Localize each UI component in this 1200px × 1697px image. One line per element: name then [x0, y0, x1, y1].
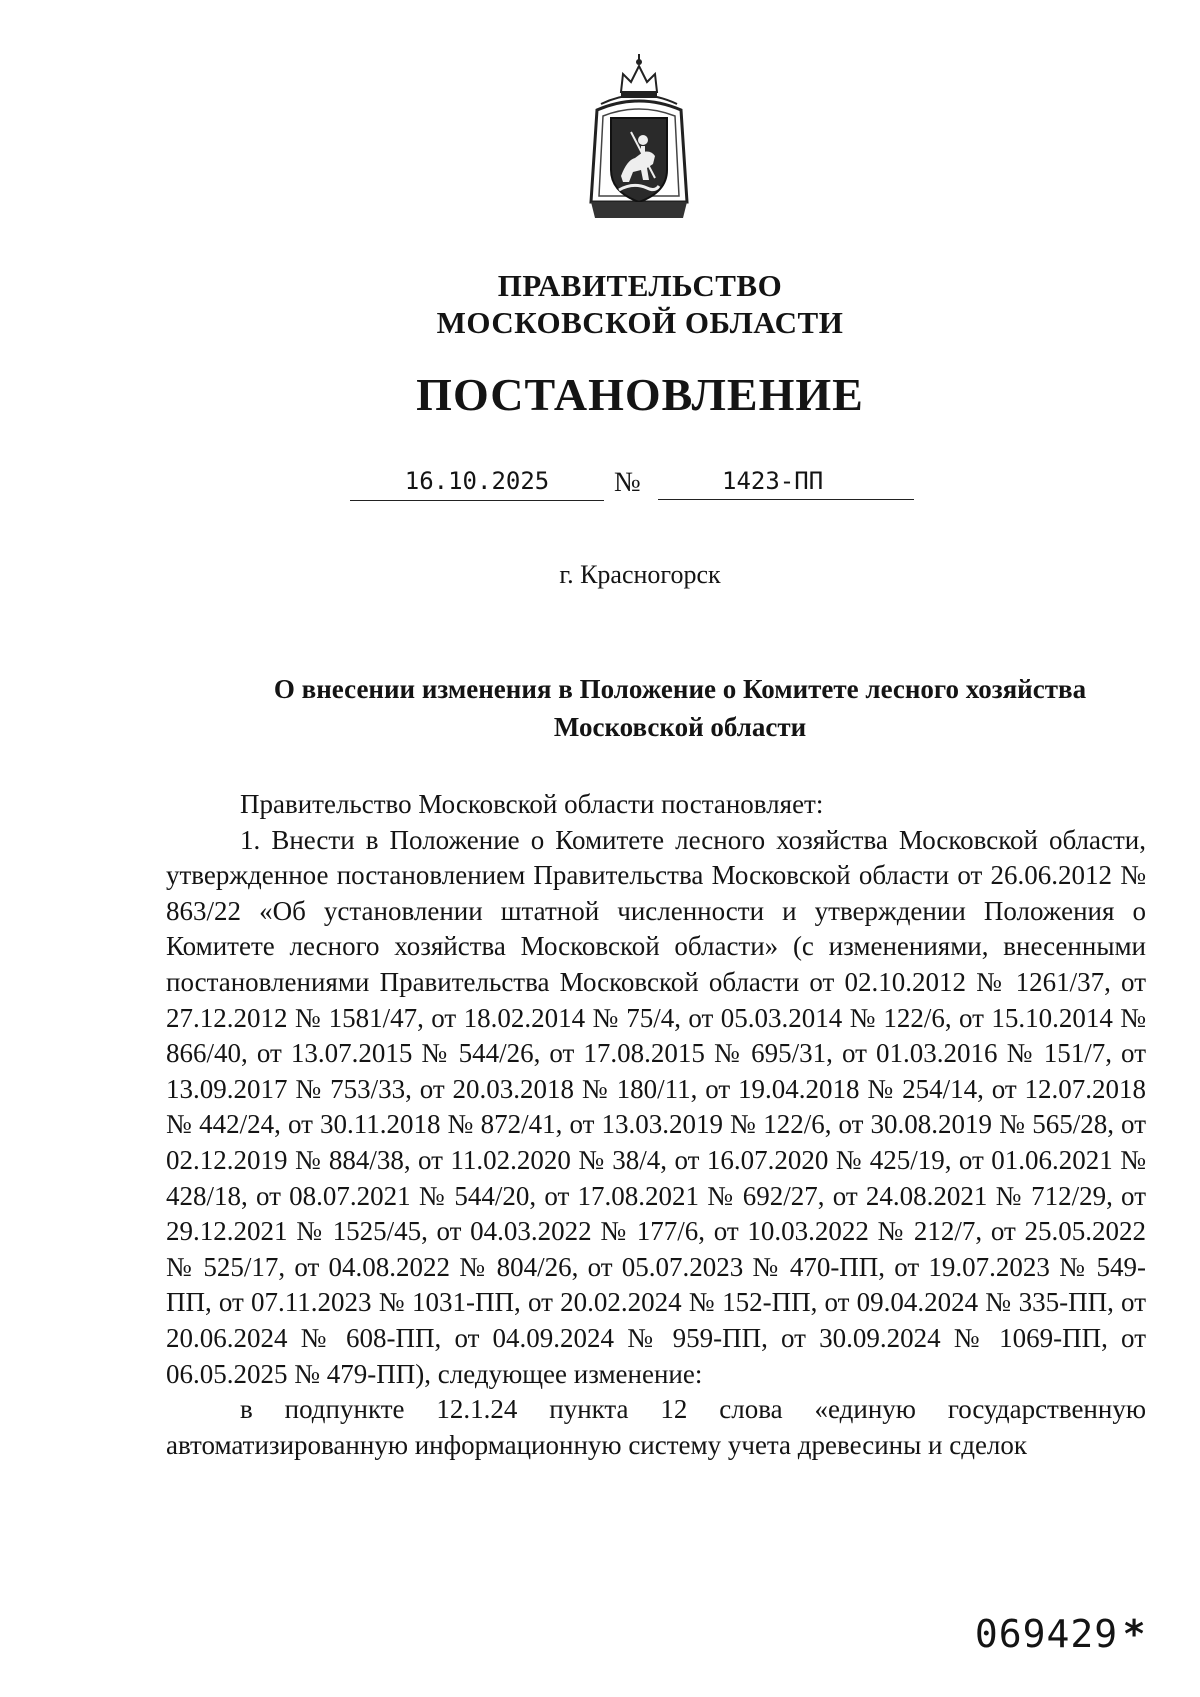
number-sign: №: [614, 467, 641, 498]
serial-mark: *: [1124, 1612, 1145, 1656]
serial-number-value: 069429: [974, 1612, 1119, 1656]
authority-name-line1: ПРАВИТЕЛЬСТВО: [497, 268, 783, 303]
moscow-region-coat-of-arms-icon: [583, 52, 695, 222]
item-1-paragraph: 1. Внести в Положение о Комитете лесного хозяйства Московской области, утвержденное постановлением Правительства Московской области от 26.06.2012 № 863/22 «Об установлении штатной численности и утверждении Положения о Комитете лесного хозяйства Московской области» (с изменениями, внесенными постановлениями Правительства Московской области от 02.10.2012 № 1261/37, от 27.12.2012 № 1581/47, от 18.02.2014 № 75/4, от 05.03.2014 № 122/6, от 15.10.2014 № 866/40, от 13.07.2015 № 544/26, от 17.08.2015 № 695/31, от 01.03.2016 № 151/7, от 13.09.2017 № 753/33, от 20.03.2018 № 180/11, от 19.04.2018 № 254/14, от 12.07.2018 № 442/24, от 30.11.2018 № 872/41, от 13.03.2019 № 122/6, от 30.08.2019 № 565/28, от 02.12.2019 № 884/38, от 11.02.2020 № 38/4, от 16.07.2020 № 425/19, от 01.06.2021 № 428/18, от 08.07.2021 № 544/20, от 17.08.2021 № 692/27, от 24.08.2021 № 712/29, от 29.12.2021 № 1525/45, от 04.03.2022 № 177/6, от 10.03.2022 № 212/7, от 25.05.2022 № 525/17, от 04.08.2022 № 804/26, от 05.07.2023 № 470-ПП, от 19.07.2023 № 549-ПП, от 07.11.2023 № 1031-ПП, от 20.02.2024 № 152-ПП, от 09.04.2024 № 335-ПП, от 20.06.2024 № 608-ПП, от 04.09.2024 № 959-ПП, от 30.09.2024 № 1069-ПП, от 06.05.2025 № 479-ПП), следующее изменение:: [166, 824, 1146, 1389]
document-title-line1: О внесении изменения в Положение о Комитете лесного хозяйства: [273, 674, 1087, 704]
document-title: [220, 670, 1140, 746]
authority-name-line2: МОСКОВСКОЙ ОБЛАСТИ: [436, 305, 844, 340]
preamble-paragraph: Правительство Московской области постановляет:: [240, 789, 824, 819]
document-body: [166, 787, 1146, 1463]
subpoint-paragraph: в подпункте 12.1.24 пункта 12 слова «единую государственную автоматизированную информационную систему учета древесины и сделок: [166, 1394, 1146, 1460]
document-type-heading: ПОСТАНОВЛЕНИЕ: [416, 369, 864, 420]
form-serial-number: [975, 1612, 1145, 1656]
document-title-line2: Московской области: [553, 712, 807, 742]
city-of-issue: г. Красногорск: [559, 560, 721, 589]
document-number: 1423-ПП: [658, 466, 914, 500]
document-date: 16.10.2025: [350, 466, 604, 501]
